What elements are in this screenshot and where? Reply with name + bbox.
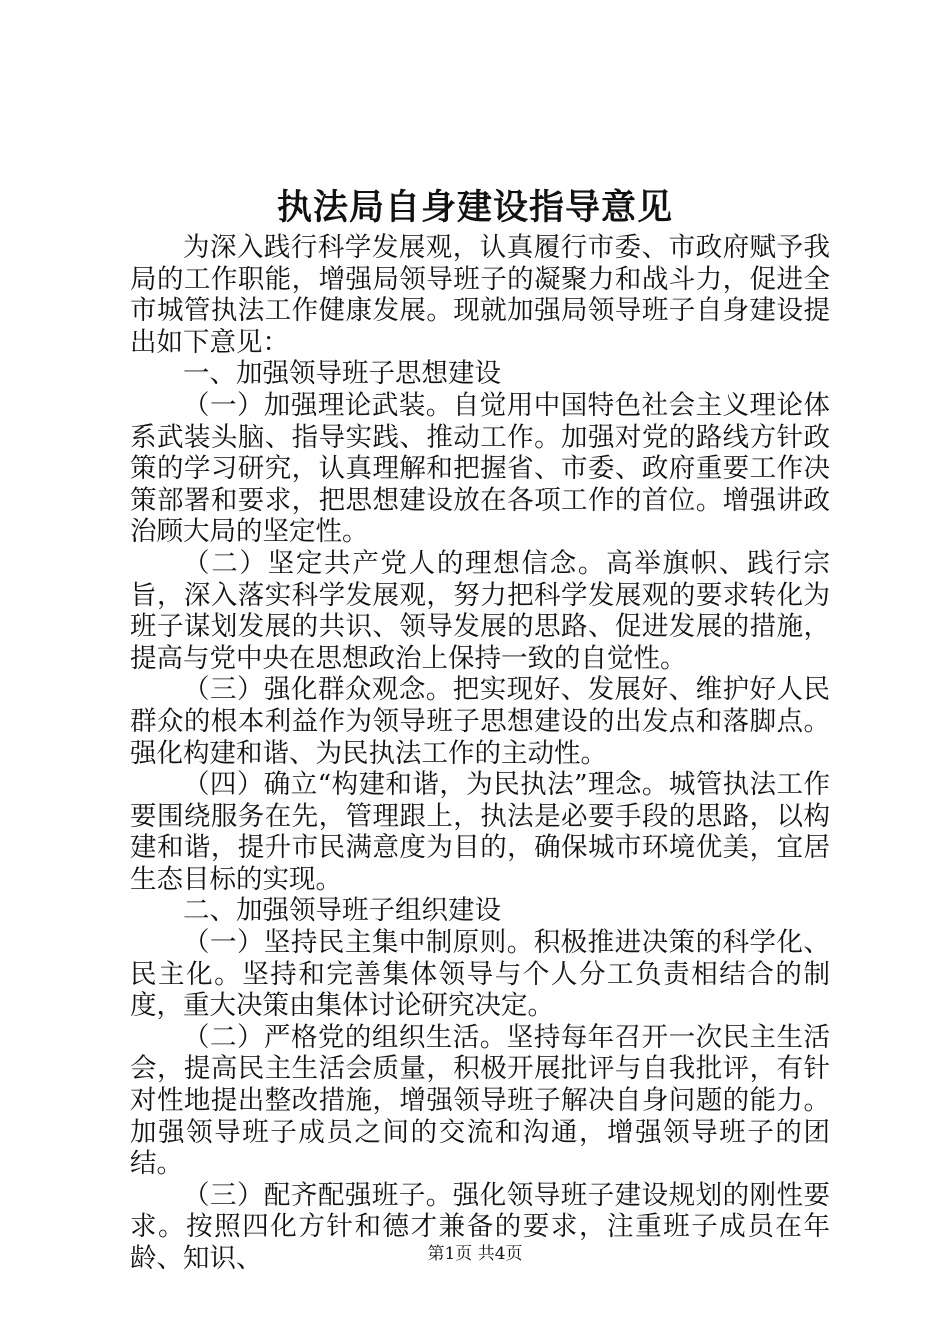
- document-title: 执法局自身建设指导意见: [276, 187, 673, 228]
- section-heading-1: 一、加强领导班子思想建设: [183, 358, 501, 390]
- section-heading-2: 二、加强领导班子组织建设: [183, 895, 501, 927]
- paragraph-1-3: （三）强化群众观念。把实现好、发展好、维护好人民群众的根本利益作为领导班子思想建设的出发点和落脚点。强化构建和谐、为民执法工作的主动性。: [130, 674, 830, 769]
- paragraph-2-2: （二）严格党的组织生活。坚持每年召开一次民主生活会，提高民主生活会质量，积极开展批评与自我批评，有针对性地提出整改措施，增强领导班子解决自身问题的能力。加强领导班子成员之间的交流和沟通，增强领导班子的团结。: [130, 1021, 830, 1180]
- intro-paragraph: 为深入践行科学发展观，认真履行市委、市政府赋予我局的工作职能，增强局领导班子的凝聚力和战斗力，促进全市城管执法工作健康发展。现就加强局领导班子自身建设提出如下意见：: [130, 232, 830, 358]
- paragraph-2-3: （三）配齐配强班子。强化领导班子建设规划的刚性要求。按照四化方针和德才兼备的要求，注重班子成员在年龄、知识、: [130, 1179, 830, 1274]
- paragraph-1-4: （四）确立“构建和谐，为民执法”理念。城管执法工作要围绕服务在先，管理跟上，执法是必要手段的思路，以构建和谐，提升市民满意度为目的，确保城市环境优美，宜居生态目标的实现。: [130, 769, 830, 895]
- paragraph-1-2: （二）坚定共产党人的理想信念。高举旗帜、践行宗旨，深入落实科学发展观，努力把科学发展观的要求转化为班子谋划发展的共识、领导发展的思路、促进发展的措施，提高与党中央在思想政治上保持一致的自觉性。: [130, 547, 830, 674]
- document-body: [130, 232, 830, 1275]
- paragraph-1-1: （一）加强理论武装。自觉用中国特色社会主义理论体系武装头脑、指导实践、推动工作。加强对党的路线方针政策的学习研究，认真理解和把握省、市委、政府重要工作决策部署和要求，把思想建设放在各项工作的首位。增强讲政治顾大局的坚定性。: [130, 389, 830, 548]
- paragraph-2-1: （一）坚持民主集中制原则。积极推进决策的科学化、民主化。坚持和完善集体领导与个人分工负责相结合的制度，重大决策由集体讨论研究决定。: [130, 927, 830, 1022]
- page-number-footer: 第1页 共4页: [427, 1244, 523, 1264]
